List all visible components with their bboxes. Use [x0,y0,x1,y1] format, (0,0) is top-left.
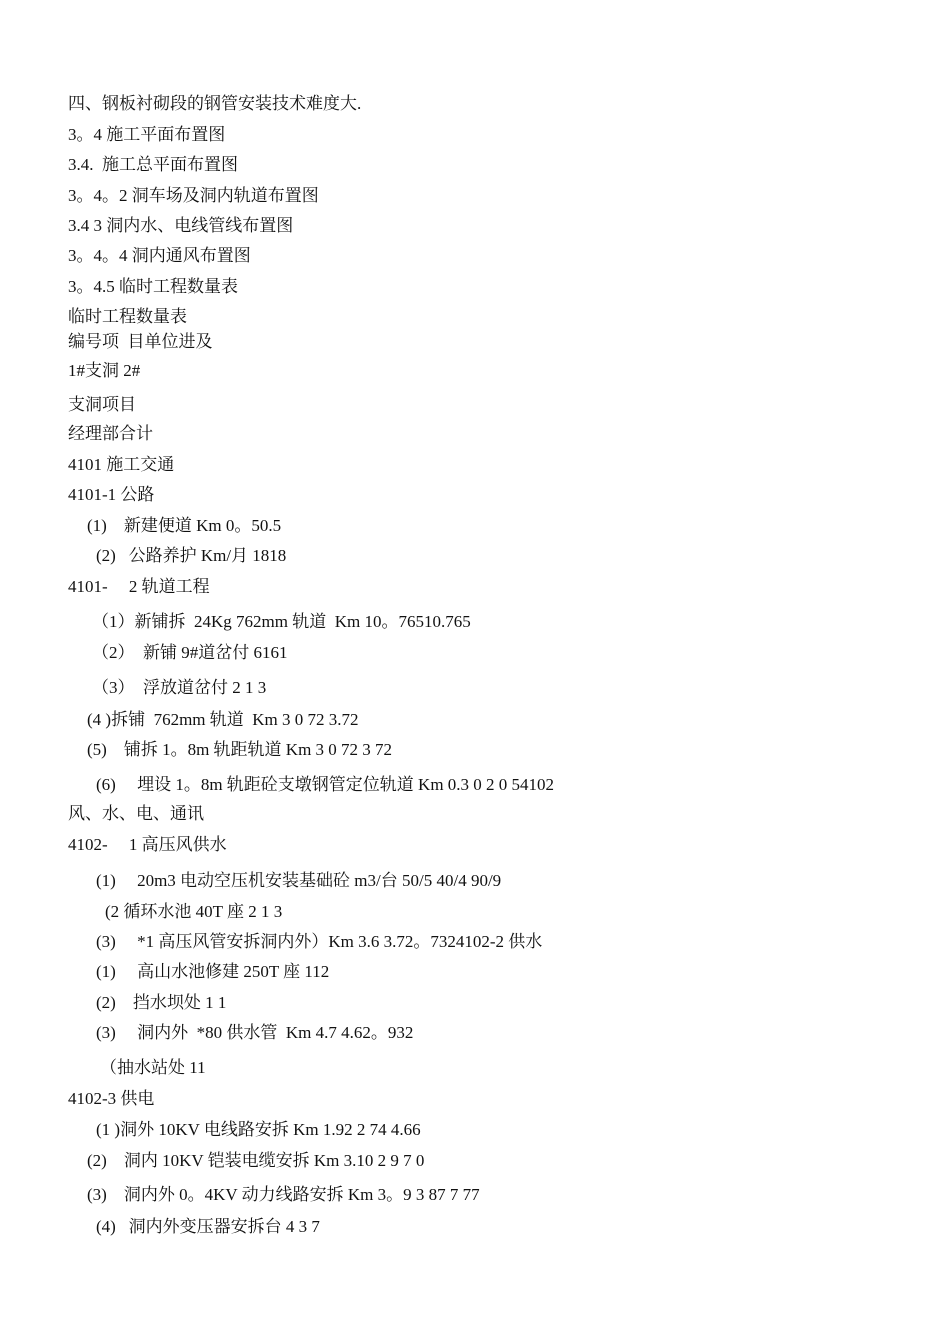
table-row: 4101- 2 轨道工程 [68,577,210,596]
table-row: (2) 挡水坝处 1 1 [96,993,227,1012]
heading-section: 3。4 施工平面布置图 [68,125,226,144]
table-row: 4102-3 供电 [68,1089,155,1108]
table-row: (1) 20m3 电动空压机安装基础砼 m3/台 50/5 40/4 90/9 [96,871,502,890]
table-header: 支洞项目 [68,395,136,414]
table-row: (2) 公路养护 Km/月 1818 [96,546,287,565]
table-row: (4) 洞内外变压器安拆台 4 3 7 [96,1217,320,1236]
heading-subsection: 3。4.5 临时工程数量表 [68,277,238,296]
table-row: 4101 施工交通 [68,455,175,474]
heading-subsection: 3。4。2 洞车场及洞内轨道布置图 [68,186,319,205]
table-row: (5) 铺拆 1。8m 轨距轨道 Km 3 0 72 3 72 [87,740,393,759]
heading-subsection: 3。4。4 洞内通风布置图 [68,246,251,265]
table-header: 经理部合计 [68,424,153,443]
table-title: 临时工程数量表 [68,307,187,326]
table-row: (6) 埋设 1。8m 轨距砼支墩钢管定位轨道 Km 0.3 0 2 0 54102 [96,775,555,794]
heading-subsection: 3.4. 施工总平面布置图 [68,155,238,174]
table-row: （2） 新铺 9#道岔付 6161 [92,643,288,662]
text-line: 四、钢板衬砌段的钢管安装技术难度大. [68,94,362,113]
table-row: 风、水、电、通讯 [68,804,204,823]
table-row: （抽水站处 11 [100,1058,206,1077]
table-row: (2) 洞内 10KV 铠装电缆安拆 Km 3.10 2 9 7 0 [87,1151,425,1170]
table-row: (1) 新建便道 Km 0。50.5 [87,516,282,535]
table-row: (2 循环水池 40T 座 2 1 3 [105,902,283,921]
table-row: (1) 高山水池修建 250T 座 112 [96,962,330,981]
table-header: 1#支洞 2# [68,361,141,380]
table-row: (3) 洞内外 0。4KV 动力线路安拆 Km 3。9 3 87 7 77 [87,1185,480,1204]
table-row: (3) 洞内外 *80 供水管 Km 4.7 4.62。932 [96,1023,414,1042]
table-row: (3) *1 高压风管安拆洞内外）Km 3.6 3.72。7324102-2 供水 [96,932,543,951]
table-row: 4102- 1 高压风供水 [68,835,227,854]
table-header: 编号项 目单位进及 [68,332,213,351]
heading-subsection: 3.4 3 洞内水、电线管线布置图 [68,216,294,235]
table-row: （1）新铺拆 24Kg 762mm 轨道 Km 10。76510.765 [92,612,471,631]
table-row: (1 )洞外 10KV 电线路安拆 Km 1.92 2 74 4.66 [96,1120,421,1139]
table-row: （3） 浮放道岔付 2 1 3 [92,678,267,697]
table-row: 4101-1 公路 [68,485,155,504]
table-row: (4 )拆铺 762mm 轨道 Km 3 0 72 3.72 [87,710,359,729]
